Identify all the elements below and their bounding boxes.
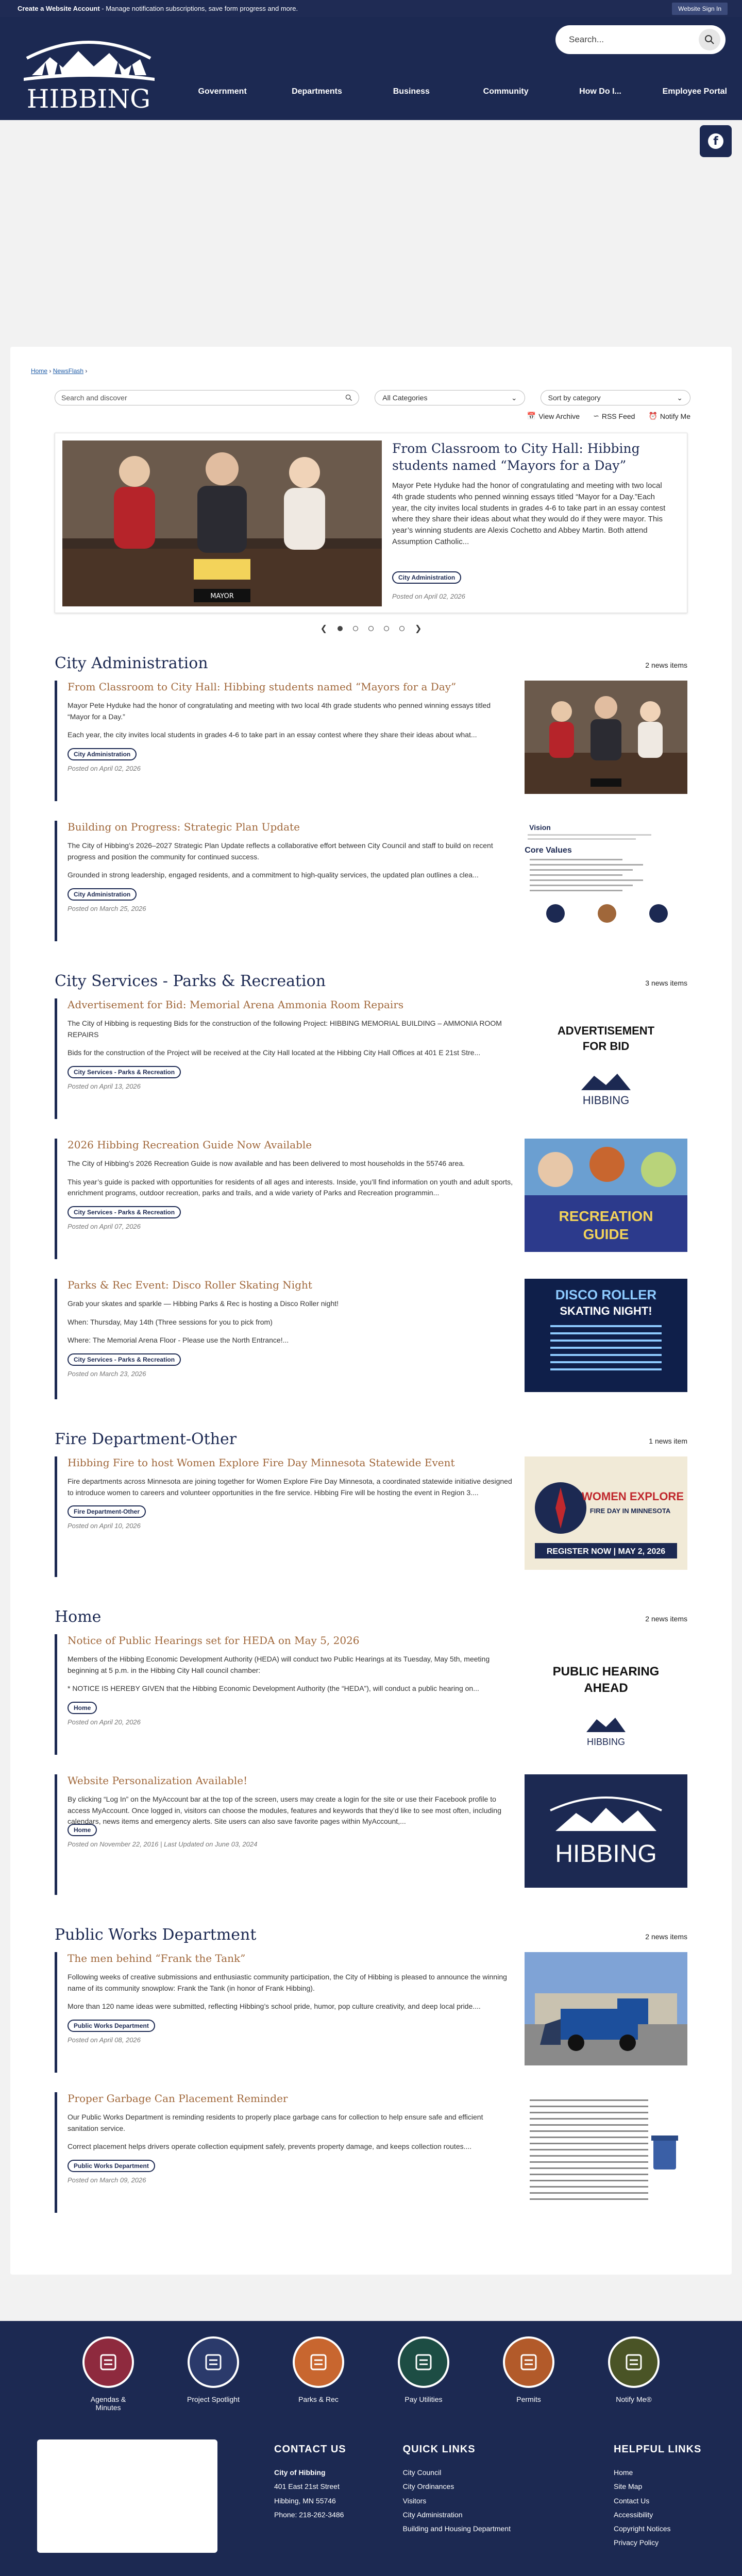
thumbnail-text: ADVERTISEMENT [557,1024,655,1037]
rss-feed-link[interactable] [593,412,635,420]
website-sign-in-button[interactable]: Website Sign In [672,3,728,15]
breadcrumb-home[interactable]: Home [31,367,48,375]
thumbnail-text: SKATING NIGHT! [560,1304,652,1317]
sort-select[interactable] [541,390,690,405]
nav-government[interactable]: Government [198,87,247,96]
news-sections [21,654,721,2213]
news-section [55,1608,687,1895]
hero-area [0,120,742,347]
main-navigation [175,87,742,96]
news-item-title[interactable]: Proper Garbage Can Placement Reminder [68,2092,288,2105]
alarm-clock-icon: ⏰ [648,412,657,420]
footer-quick-links-heading: QUICK LINKS [402,2444,476,2455]
news-item-paragraph: The City of Hibbing is requesting Bids for the construction of the following Project: HIBBING MEMORIAL BUILDING – AMMONIA ROOM REPAIRS [68,1019,502,1039]
contact-phone: Phone: 218-262-3486 [274,2510,344,2519]
footer-quick-icons [0,2336,742,2412]
news-item-title[interactable]: The men behind “Frank the Tank” [68,1952,246,1964]
newsflash-panel [10,347,732,2275]
news-item-category-tag[interactable]: Home [68,1824,97,1836]
news-item-body [68,1139,514,1252]
footer-helpful-links [614,2439,701,2553]
news-item-thumbnail[interactable] [525,681,687,794]
view-archive-link[interactable] [527,412,580,420]
featured-news-title[interactable]: From Classroom to City Hall: Hibbing students named “Mayors for a Day” [392,441,640,473]
news-item-title[interactable]: 2026 Hibbing Recreation Guide Now Available [68,1139,312,1151]
featured-news-summary: Mayor Pete Hyduke had the honor of congratulating and meeting with two local 4th grade students who penned winning essays titled “Mayor for a Day.”Each year, the city invites local students in grades 4-6 to take part in an essay contest where they share their ideas about what they would do if they were mayor. This year’s winning students are Alexis Cochetto and Abbey Martin. Both attend Assumption Catholic... [392,481,666,546]
news-item-body [68,1634,514,1748]
news-item [55,1279,687,1399]
carousel-controls [21,623,721,634]
news-item-category-tag[interactable]: City Services - Parks & Recreation [68,1353,181,1366]
news-item-category-tag[interactable]: City Services - Parks & Recreation [68,1066,181,1078]
footer-map[interactable] [37,2439,217,2553]
contact-address-1: 401 East 21st Street [274,2482,340,2491]
logo-wordmark: HIBBING [26,84,151,114]
thumbnail-text: Vision [529,823,551,832]
news-item-body [68,1952,514,2065]
news-item-thumbnail[interactable] [525,2092,687,2206]
news-item-posted-date: Posted on April 02, 2026 [68,765,141,773]
news-item-posted-date: Posted on March 23, 2026 [68,1370,146,1378]
news-item-paragraph: By clicking “Log In” on the MyAccount bar at the top of the screen, users may create a login for the site or use their Facebook profile to access MyAccount. Once logged in, visitors can choose the modules, features and keywords that they’d like to see most often, including calendars, news items and emergency alerts. Site users can also save favorite pages within MyAccount,... [68,1795,502,1826]
news-section-count: 3 news items [645,979,687,987]
news-actions [21,412,690,420]
news-item-posted-date: Posted on April 13, 2026 [68,1082,141,1091]
thumbnail-text: RECREATION [559,1208,653,1224]
site-footer [0,2321,742,2576]
carousel-dot[interactable] [399,626,404,631]
nameplate-text: MAYOR [210,592,234,600]
news-item-summary [68,1476,514,1498]
news-item-thumbnail[interactable] [525,1279,687,1392]
news-item-body [68,2092,514,2206]
news-section-count: 2 news items [645,1933,687,1941]
news-item-category-tag[interactable]: Fire Department-Other [68,1505,146,1518]
news-item-thumbnail[interactable] [525,1456,687,1570]
news-item-body [68,1279,514,1392]
news-item-category-tag[interactable]: City Services - Parks & Recreation [68,1206,181,1218]
news-item [55,681,687,801]
news-item-paragraph: * NOTICE IS HEREBY GIVEN that the Hibbing Economic Development Authority (the “HEDA”), will conduct a public hearing on... [68,1684,479,1693]
thumbnail-text: AHEAD [584,1681,628,1695]
news-item-paragraph: Bids for the construction of the Project will be received at the City Hall located at the Hibbing City Hall Offices at 401 E 21st Stre... [68,1048,481,1057]
rss-icon: ∽ [593,412,599,420]
news-item-category-tag[interactable]: Public Works Department [68,2020,155,2032]
news-section [55,1926,687,2213]
chevron-down-icon: ⌄ [511,393,517,402]
featured-news-posted-date: Posted on April 02, 2026 [392,592,465,600]
news-item [55,998,687,1119]
breadcrumb-newsflash[interactable]: NewsFlash [53,367,84,375]
news-item-body [68,1774,514,1888]
news-item-body [68,821,514,934]
footer-quick-link-text[interactable]: City Administration [402,2510,463,2519]
footer-helpful-link[interactable]: Site Map [613,2482,643,2491]
footer-quick-link-label: Parks & Rec [298,2395,339,2403]
footer-quick-link-label: Project Spotlight [187,2395,240,2403]
news-item-posted-date: Posted on March 25, 2026 [68,905,146,913]
thumbnail-text: PUBLIC HEARING [552,1665,660,1679]
site-search-input[interactable]: Search... [569,35,604,44]
news-item [55,1139,687,1259]
thumbnail-text: HIBBING [582,1094,630,1107]
news-item-thumbnail[interactable] [525,1774,687,1888]
news-item-paragraph: Mayor Pete Hyduke had the honor of congratulating and meeting with two local 4th grade students who penned winning essays titled “Mayor for a Day.” [68,701,491,721]
site-header [0,17,742,120]
news-item-thumbnail[interactable] [525,821,687,934]
news-item-paragraph: Where: The Memorial Arena Floor - Please use the North Entrance!... [68,1336,289,1345]
news-item [55,1456,687,1577]
news-item-category-tag[interactable]: City Administration [68,748,137,760]
news-item-paragraph: More than 120 name ideas were submitted, reflecting Hibbing’s school pride, humor, pop culture creativity, and deep local pride.... [68,2002,481,2011]
news-section-header [55,654,687,672]
footer-quick-link[interactable] [288,2336,349,2412]
thumbnail-text: Core Values [525,846,572,855]
news-item-posted-date: Posted on April 08, 2026 [68,2036,141,2044]
bicycle-icon [293,2336,344,2388]
footer-helpful-links-heading: HELPFUL LINKS [613,2444,702,2455]
news-item-posted-date: Posted on March 09, 2026 [68,2176,146,2184]
news-section-title[interactable]: City Administration [55,654,208,672]
archive-icon: 📅 [527,412,536,420]
news-item-category-tag[interactable]: Public Works Department [68,2160,155,2172]
news-item-thumbnail[interactable] [525,1139,687,1252]
news-section [55,972,687,1399]
thumbnail-text: FIRE DAY IN MINNESOTA [589,1507,671,1515]
sort-select-value: Sort by category [548,394,601,402]
search-icon [704,35,715,45]
hibbing-logo[interactable] [11,26,166,129]
footer-quick-link-label: Pay Utilities [404,2395,443,2403]
footer-quick-links [403,2439,511,2553]
news-item-paragraph: Each year, the city invites local students in grades 4-6 to take part in an essay contest where they share their ideas about what... [68,731,477,739]
news-item [55,1774,687,1895]
news-search-placeholder: Search and discover [61,394,127,402]
thumbnail-text: WOMEN EXPLORE [581,1490,684,1503]
contact-address-2: Hibbing, MN 55746 [274,2496,336,2505]
notify-me-link[interactable] [648,412,690,420]
news-item-title[interactable]: Advertisement for Bid: Memorial Arena Ammonia Room Repairs [68,998,404,1011]
footer-quick-link-text[interactable]: City Ordinances [402,2482,454,2491]
footer-quick-link-label: Agendas & Minutes [90,2395,126,2412]
news-section-header [55,1608,687,1626]
footer-contact [274,2439,346,2553]
account-notice-text: - Manage notification subscriptions, save form progress and more. [99,5,298,12]
news-item-title[interactable]: Parks & Rec Event: Disco Roller Skating Night [68,1279,312,1291]
category-select-value: All Categories [382,394,428,402]
news-item-title[interactable]: Building on Progress: Strategic Plan Update [68,821,300,833]
featured-news-card[interactable] [55,433,687,613]
news-section-count: 2 news items [645,661,687,669]
news-item-summary [68,700,514,741]
footer-helpful-link[interactable]: Privacy Policy [613,2538,659,2547]
nav-how-do-i[interactable]: How Do I... [579,87,621,96]
carousel-dot[interactable] [384,626,389,631]
news-filters [55,390,690,405]
news-item-thumbnail[interactable] [525,998,687,1112]
news-section-count: 1 news item [649,1437,687,1445]
news-item-title[interactable]: Notice of Public Hearings set for HEDA on May 5, 2026 [68,1634,360,1647]
chevron-right-icon[interactable]: ❯ [415,624,422,633]
carousel-dot[interactable] [353,626,358,631]
news-item-summary [68,840,514,881]
footer-quick-link-text[interactable]: City Council [402,2468,442,2477]
thumbnail-text: HIBBING [586,1737,626,1747]
footer-quick-link[interactable] [498,2336,560,2412]
nav-community[interactable]: Community [483,87,529,96]
news-item-posted-date: Posted on April 20, 2026 [68,1718,141,1726]
search-icon [345,394,352,401]
chevron-left-icon[interactable]: ❮ [320,624,327,633]
contact-name: City of Hibbing [274,2468,326,2477]
notify-me-label: Notify Me [660,412,690,420]
thumbnail-text: FOR BID [582,1040,630,1053]
phone-icon [608,2336,660,2388]
news-item-summary [68,1794,514,1826]
news-item-paragraph: Grab your skates and sparkle — Hibbing Parks & Rec is hosting a Disco Roller night! [68,1299,339,1308]
news-item-summary [68,1972,514,2012]
news-search-input[interactable] [55,390,359,405]
news-item-title[interactable]: From Classroom to City Hall: Hibbing students named “Mayors for a Day” [68,681,457,693]
news-item-posted-date: Posted on November 22, 2016 | Last Updated on June 03, 2024 [68,1840,258,1848]
news-section-count: 2 news items [645,1615,687,1623]
news-item-posted-date: Posted on April 10, 2026 [68,1522,141,1530]
featured-news-body [382,440,680,605]
footer-quick-link-text[interactable]: Building and Housing Department [402,2524,511,2533]
rss-feed-label: RSS Feed [601,412,635,420]
news-item-thumbnail[interactable] [525,1634,687,1748]
news-item-summary [68,1158,514,1199]
news-item [55,1952,687,2073]
footer-helpful-link[interactable]: Accessibility [613,2510,653,2519]
site-search-button[interactable] [699,29,720,50]
news-item-body [68,998,514,1112]
credit-card-icon [398,2336,449,2388]
category-select[interactable] [375,390,525,405]
footer-quick-link-label: Notify Me® [616,2395,652,2403]
news-item-paragraph: Members of the Hibbing Economic Development Authority (HEDA) will conduct two Public Hearings at its Tuesday, May 5th, meeting beginning at 5 p.m. in the Hibbing City Hall council chamber: [68,1655,490,1674]
news-item-paragraph: This year’s guide is packed with opportunities for residents of all ages and interests. Inside, you’ll find information on youth and adult sports, enrichment programs, outdoor recreation, parks and trails, and a wide variety of Parks and Recreation programmin... [68,1177,513,1197]
news-item-paragraph: The City of Hibbing’s 2026–2027 Strategic Plan Update reflects a collaborative effort between City Council and staff to build on recent progress and position the community for continued success. [68,841,493,861]
chevron-down-icon: ⌄ [677,393,683,402]
news-section [55,654,687,941]
carousel-dot[interactable] [368,626,374,631]
footer-helpful-link[interactable]: Copyright Notices [613,2524,671,2533]
news-item-title[interactable]: Website Personalization Available! [68,1774,248,1787]
footer-quick-link-label: Permits [516,2395,541,2403]
thumbnail-text: REGISTER NOW | MAY 2, 2026 [546,1547,666,1556]
footer-helpful-link[interactable]: Contact Us [613,2496,650,2505]
news-section-title[interactable]: Public Works Department [55,1926,257,1944]
thumbnail-text: GUIDE [583,1226,629,1242]
news-section-header [55,1926,687,1944]
news-item-paragraph: The City of Hibbing’s 2026 Recreation Guide is now available and has been delivered to most households in the 55746 area. [68,1159,465,1167]
featured-news-category-tag[interactable]: City Administration [392,571,461,584]
news-section-header [55,1430,687,1448]
news-section-title[interactable]: Home [55,1608,102,1626]
footer-columns [37,2439,705,2553]
calendar-icon [82,2336,134,2388]
featured-news-image[interactable] [62,440,382,606]
news-item-summary [68,1298,514,1346]
view-archive-label: View Archive [538,412,580,420]
nav-departments[interactable]: Departments [292,87,342,96]
footer-helpful-link[interactable]: Home [613,2468,633,2477]
news-item-summary [68,1018,514,1059]
facebook-button[interactable] [700,125,732,157]
news-section-title[interactable]: Fire Department-Other [55,1430,237,1448]
footer-quick-link[interactable] [77,2336,139,2412]
news-item-title[interactable]: Hibbing Fire to host Women Explore Fire Day Minnesota Statewide Event [68,1456,455,1469]
footer-quick-link[interactable] [393,2336,454,2412]
breadcrumb: Home › NewsFlash › [31,367,88,375]
nav-employee-portal[interactable]: Employee Portal [662,87,727,96]
thumbnail-text: DISCO ROLLER [555,1287,657,1302]
news-item-paragraph: Our Public Works Department is reminding residents to properly place garbage cans for collection to help ensure safe and efficient sanitation service. [68,2113,483,2132]
news-item-paragraph: When: Thursday, May 14th (Three sessions for you to pick from) [68,1317,273,1326]
footer-quick-link[interactable] [182,2336,244,2412]
footer-quick-link[interactable] [603,2336,665,2412]
news-item-posted-date: Posted on April 07, 2026 [68,1223,141,1231]
nav-business[interactable]: Business [393,87,430,96]
news-item-category-tag[interactable]: Home [68,1702,97,1714]
account-notice-title[interactable]: Create a Website Account [18,5,100,12]
footer-contact-heading: CONTACT US [274,2444,346,2455]
news-item-paragraph: Fire departments across Minnesota are joining together for Women Explore Fire Day Minnesota, a coordinated statewide initiative designed to introduce women to careers and volunteer opportunities in the fire service. Hibbing Fire will be hosting the event in Region 3.... [68,1477,512,1497]
news-item-body [68,681,514,794]
account-notice[interactable] [18,5,298,12]
news-section-header [55,972,687,990]
facebook-icon: f [708,133,723,149]
news-item-summary [68,1654,514,1694]
news-item-category-tag[interactable]: City Administration [68,888,137,901]
permit-icon [503,2336,554,2388]
news-item-paragraph: Grounded in strong leadership, engaged residents, and a commitment to high-quality services, the updated plan outlines a clea... [68,871,479,879]
news-item [55,821,687,941]
news-item-thumbnail[interactable] [525,1952,687,2065]
carousel-dot[interactable] [338,626,343,631]
blueprint-icon [188,2336,239,2388]
footer-quick-link-text[interactable]: Visitors [402,2496,427,2505]
news-section-title[interactable]: City Services - Parks & Recreation [55,972,326,990]
news-item-summary [68,2112,514,2153]
thumbnail-text: HIBBING [555,1840,657,1868]
news-item [55,2092,687,2213]
news-section [55,1430,687,1577]
news-item-paragraph: Following weeks of creative submissions and enthusiastic community participation, the City of Hibbing is pleased to announce the winning name of its community snowplow: Frank the Tank (in honor of Frank Hibbing). [68,1973,507,1992]
news-item-body [68,1456,514,1570]
account-notice-bar [0,0,742,17]
site-search[interactable] [555,25,726,54]
news-item [55,1634,687,1755]
news-item-paragraph: Correct placement helps drivers operate collection equipment safely, prevents property damage, and keeps collection routes.... [68,2142,472,2151]
